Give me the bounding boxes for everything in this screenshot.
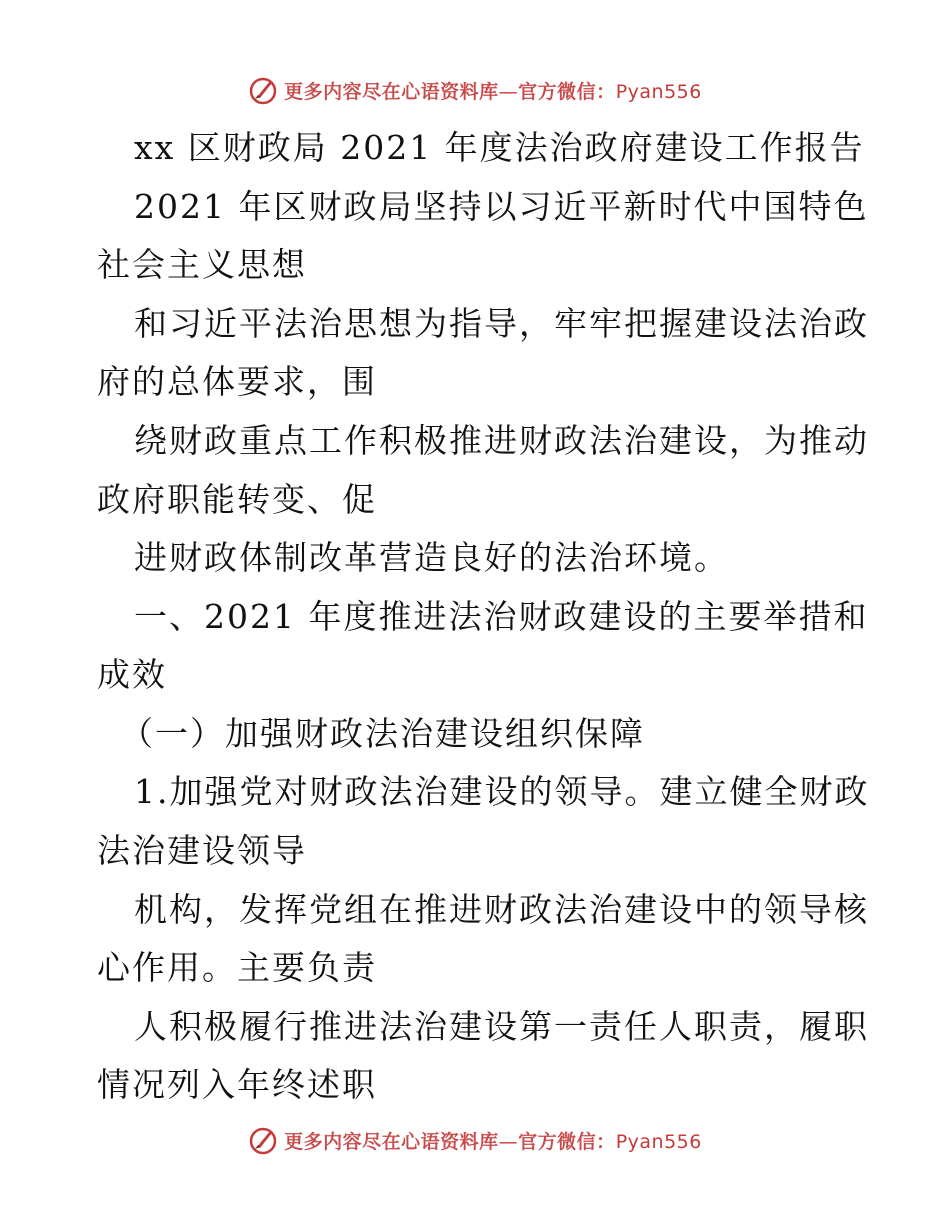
document-title: xx 区财政局 2021 年度法治政府建设工作报告 [134,128,865,167]
paragraph-line: 政府职能转变、促 [97,480,377,519]
paragraph-line: 进财政体制改革营造良好的法治环境。 [134,538,729,577]
section-heading: 一、2021 年度推进法治财政建设的主要举措和 [134,597,869,636]
quill-logo-icon [248,1125,278,1155]
paragraph-line: 法治建设领导 [97,831,307,870]
watermark-text: 更多内容尽在心语资料库—官方微信：Pyan556 [284,80,702,103]
paragraph-line: 人积极履行推进法治建设第一责任人职责，履职 [134,1007,869,1046]
paragraph-line: 府的总体要求，围 [97,362,377,401]
subsection-heading: （一）加强财政法治建设组织保障 [120,714,645,753]
paragraph-line: 心作用。主要负责 [97,948,377,987]
section-heading-continued: 成效 [97,655,167,694]
paragraph-line: 情况列入年终述职 [97,1065,377,1104]
paragraph-line: 和习近平法治思想为指导，牢牢把握建设法治政 [134,304,869,343]
paragraph-line: 绕财政重点工作积极推进财政法治建设，为推动 [134,421,869,460]
paragraph-line: 机构，发挥党组在推进财政法治建设中的领导核 [134,890,869,929]
paragraph-line: 2021 年区财政局坚持以习近平新时代中国特色 [134,187,869,226]
watermark-banner-bottom [0,1122,950,1158]
paragraph-line: 1.加强党对财政法治建设的领导。建立健全财政 [134,772,870,811]
paragraph-line: 社会主义思想 [97,245,307,284]
watermark-text: 更多内容尽在心语资料库—官方微信：Pyan556 [284,1130,702,1153]
